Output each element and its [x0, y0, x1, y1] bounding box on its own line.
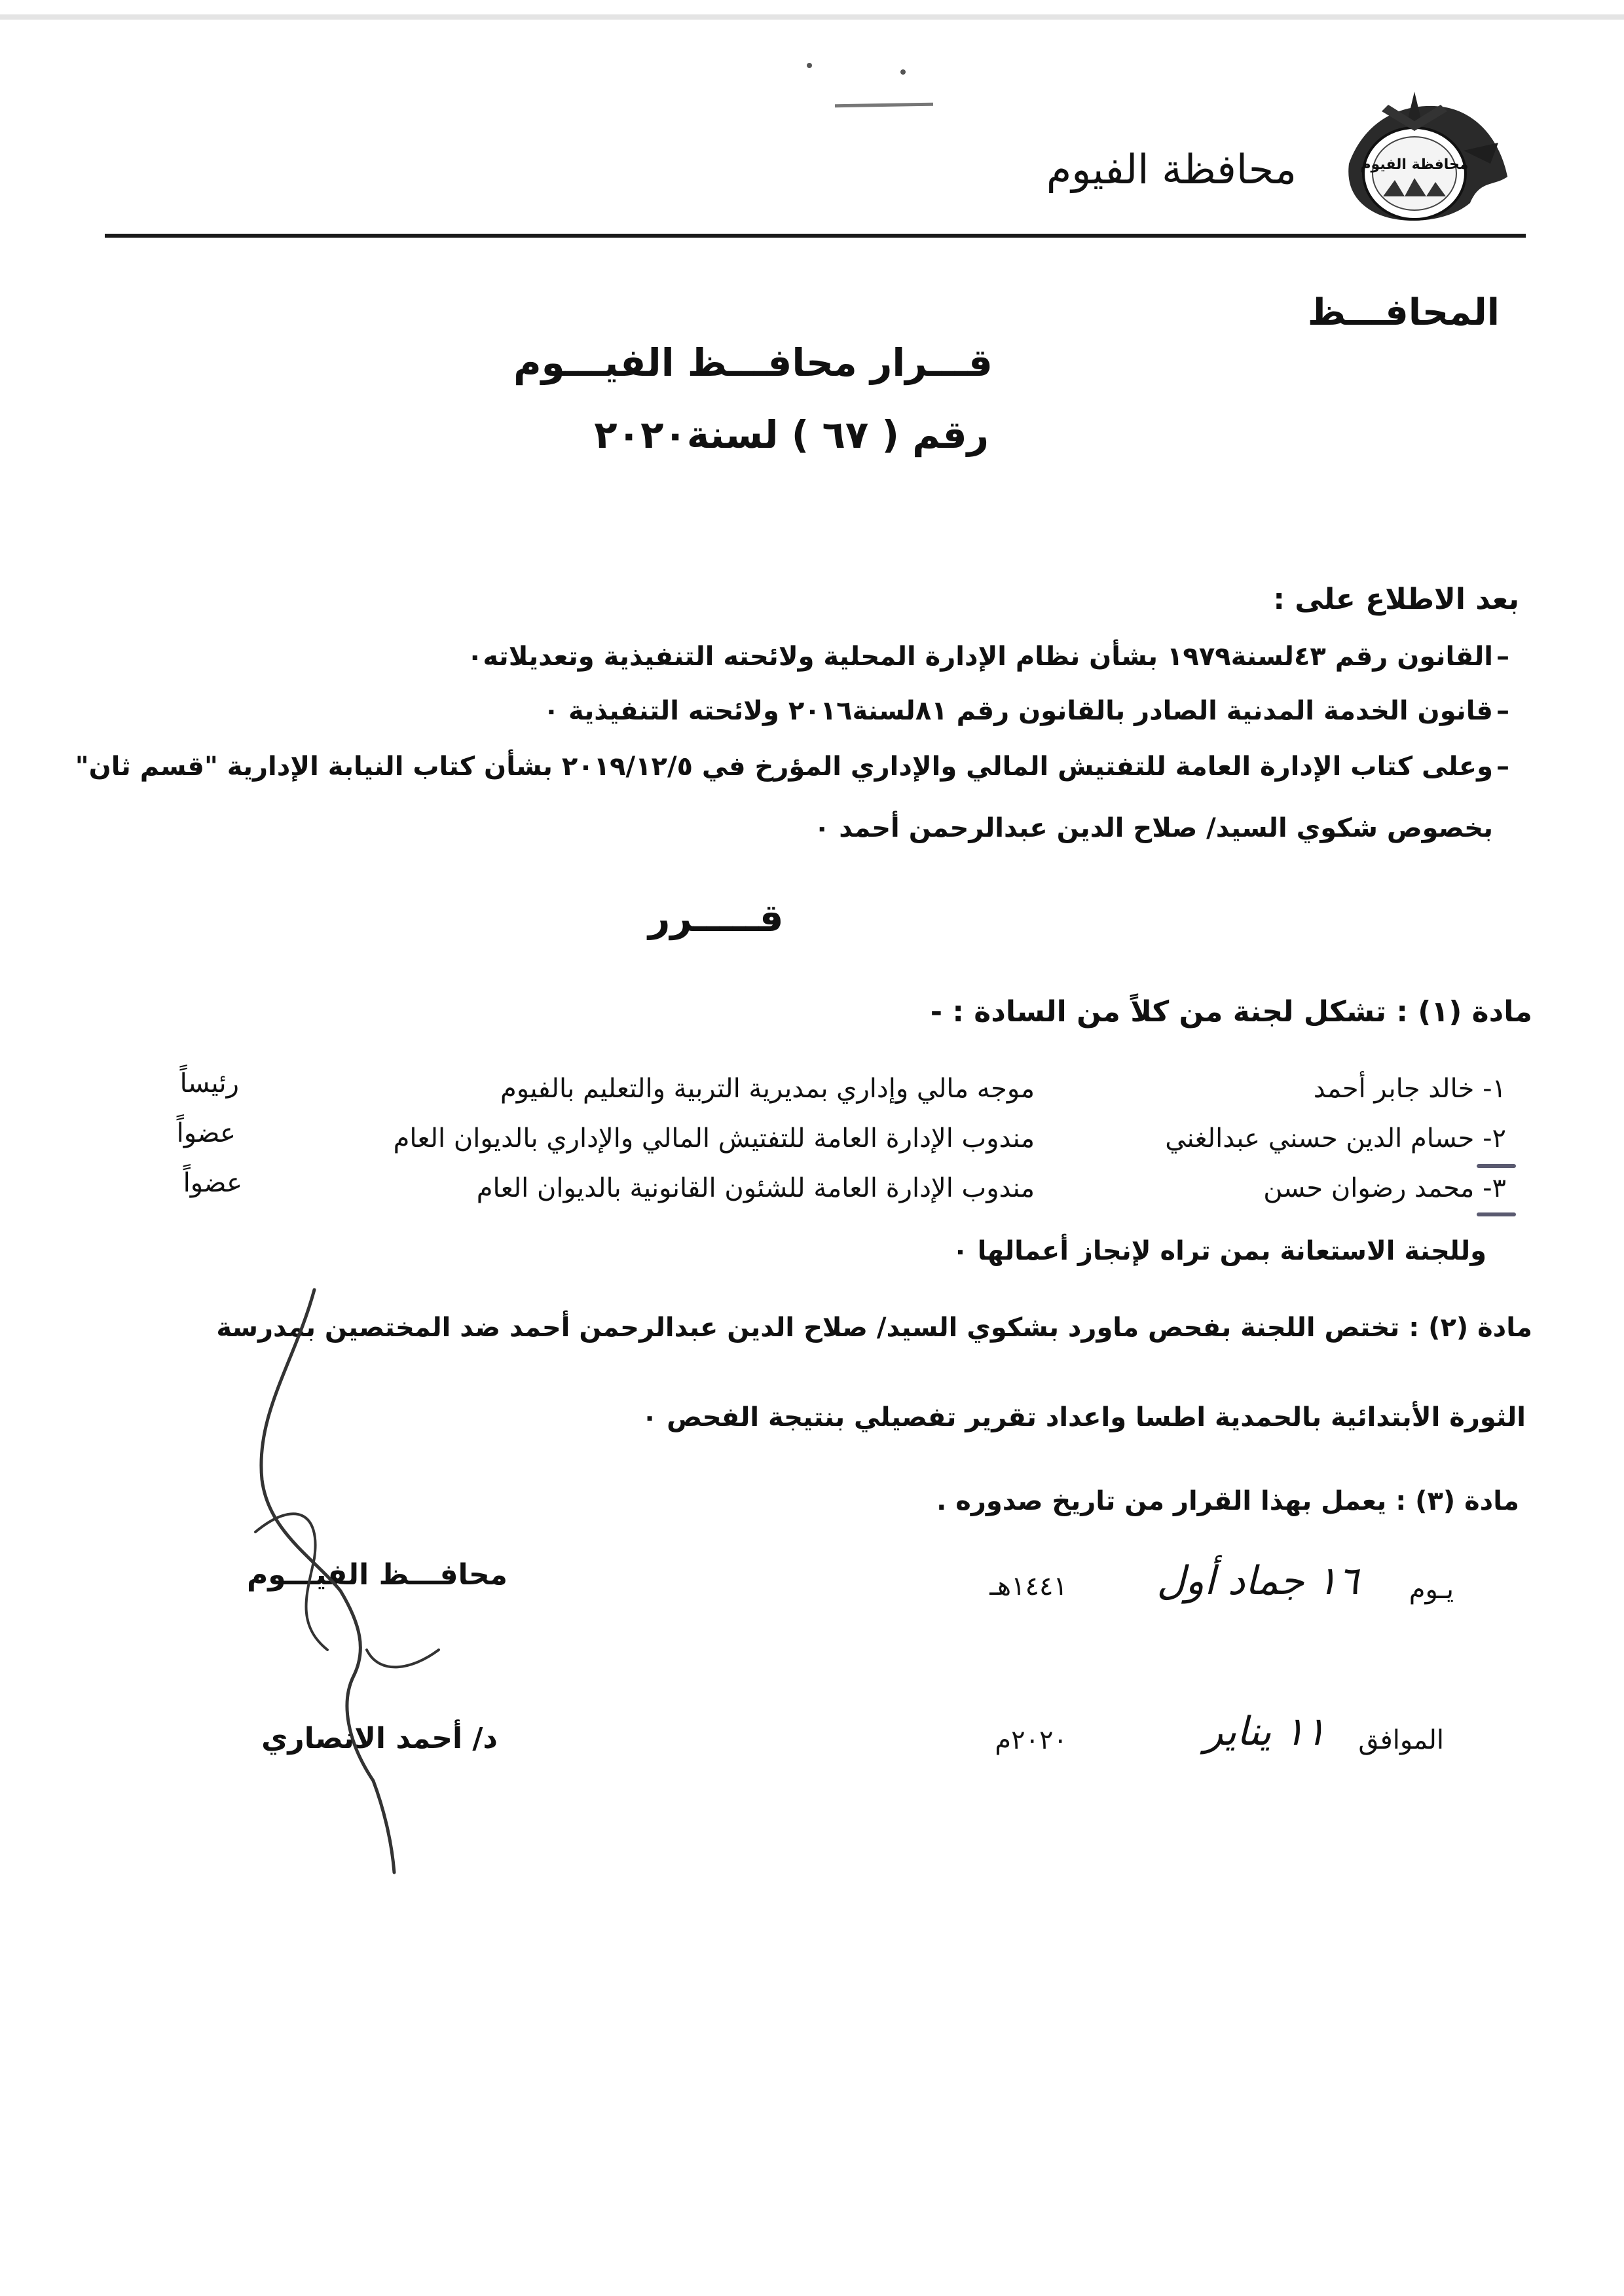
signatory-name: د/ أحمد الانصاري: [261, 1722, 498, 1755]
member-role: رئيساً: [179, 1068, 239, 1099]
member-name-text: حسام الدين حسني عبدالغني: [1165, 1123, 1475, 1154]
member-name-text: خالد جابر أحمد: [1313, 1074, 1475, 1104]
member-job: موجه مالي وإداري بمديرية التربية والتعليم بالفيوم: [500, 1074, 1035, 1104]
decree-title: قـــرار محافـــظ الفيـــوم: [513, 340, 993, 385]
preamble-item: القانون رقم ٤٣لسنة١٩٧٩ بشأن نظام الإدارة المحلية ولائحته التنفيذية وتعديلاته٠: [467, 642, 1493, 672]
logo-text: محافظة الفيوم: [1360, 156, 1469, 173]
signatory-title: محافـــظ الفيـــوم: [246, 1558, 507, 1592]
pen-underline: [1477, 1212, 1516, 1216]
member-index: ٢-: [1483, 1123, 1506, 1154]
stray-dot: [900, 69, 906, 75]
decree-number: رقم ( ٦٧ ) لسنة٢٠٢٠: [594, 412, 989, 457]
member-job: مندوب الإدارة العامة للشئون القانونية بالديوان العام: [476, 1173, 1035, 1203]
date-hijri-prefix: يـوم: [1409, 1575, 1454, 1605]
preamble-continuation: بخصوص شكوي السيد/ صلاح الدين عبدالرحمن أحمد ٠: [813, 813, 1493, 843]
preamble-item: قانون الخدمة المدنية الصادر بالقانون رقم ٨١لسنة٢٠١٦ ولائحته التنفيذية ٠: [543, 696, 1493, 726]
member-index: ٣-: [1483, 1173, 1506, 1203]
scan-edge: [0, 14, 1624, 20]
article-3: مادة (٣) : يعمل بهذا القرار من تاريخ صدوره .: [936, 1486, 1519, 1516]
resolution-heading: قـــــرر: [648, 896, 784, 940]
stray-dot: [807, 63, 812, 68]
governorate-emblem-icon: [1336, 65, 1513, 229]
article-1-heading: مادة (١) : تشكل لجنة من كلاً من السادة : -: [930, 995, 1532, 1029]
signature-scribble: [216, 1283, 452, 1886]
pen-underline: [1477, 1164, 1516, 1168]
member-job: مندوب الإدارة العامة للتفتيش المالي والإداري بالديوان العام: [393, 1123, 1035, 1154]
member-name-text: محمد رضوان حسن: [1263, 1173, 1475, 1203]
preamble-heading: بعد الاطلاع على :: [1273, 583, 1519, 616]
member-name: [1263, 1173, 1506, 1203]
date-greg-year: ٢٠٢٠م: [995, 1725, 1067, 1755]
member-role: عضواً: [176, 1118, 236, 1148]
bullet-dash: –: [1496, 642, 1509, 672]
issuing-office: المحافـــظ: [1307, 291, 1500, 334]
stray-mark: [835, 103, 933, 108]
date-hijri-handwritten: ١٦ جماد أول: [1156, 1558, 1359, 1604]
header-divider: [105, 234, 1526, 238]
article-2-line-2: الثورة الأبتدائية بالحمدية اطسا واعداد تقرير تفصيلي بنتيجة الفحص ٠: [641, 1402, 1526, 1432]
member-index: ١-: [1483, 1074, 1506, 1104]
date-greg-handwritten: ١١ يناير: [1204, 1709, 1326, 1755]
date-greg-prefix: الموافق: [1358, 1725, 1444, 1755]
member-name: [1165, 1123, 1506, 1154]
preamble-item: وعلى كتاب الإدارة العامة للتفتيش المالي والإداري المؤرخ في ٢٠١٩/١٢/٥ بشأن كتاب النيابة الإدارية "قسم ثان": [75, 752, 1493, 782]
bullet-dash: –: [1496, 696, 1509, 726]
member-name: [1314, 1074, 1506, 1104]
date-hijri-year: ١٤٤١هـ: [989, 1571, 1067, 1601]
bullet-dash: –: [1496, 752, 1509, 782]
article-1-note: وللجنة الاستعانة بمن تراه لإنجاز أعمالها ٠: [952, 1236, 1486, 1266]
article-2-line-1: مادة (٢) : تختص اللجنة بفحص ماورد بشكوي السيد/ صلاح الدين عبدالرحمن أحمد ضد المختصين بمدرسة: [216, 1313, 1532, 1343]
member-role: عضواً: [183, 1168, 242, 1198]
governorate-name: محافظة الفيوم: [1046, 145, 1297, 193]
